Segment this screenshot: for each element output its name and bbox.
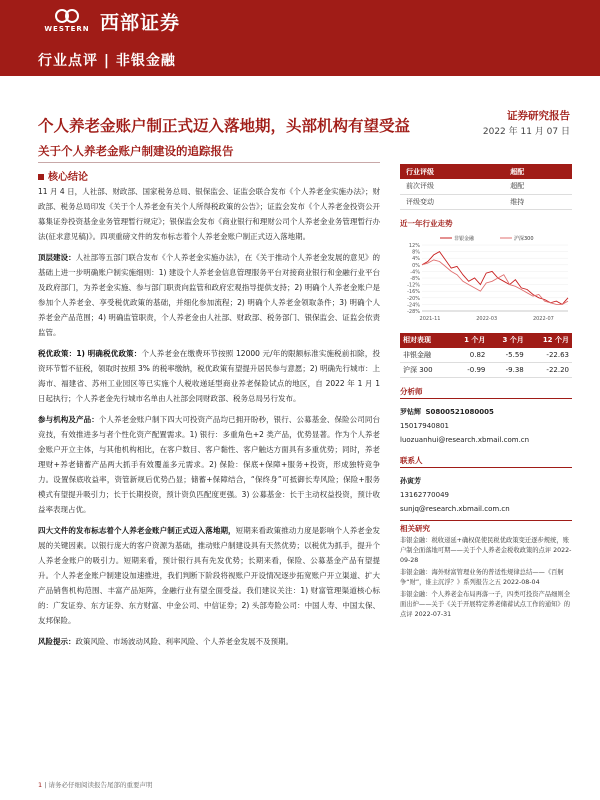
related-item[interactable]: 非银金融：税收递延+确权促使民税优政策变迁逐步规统，账户制全面落地可期——关于个人养老金税收政策的点评 2022-09-28 xyxy=(400,537,572,564)
report-category: 行业点评 | 非银金融 xyxy=(38,53,176,69)
contact-email[interactable]: sunjq@research.xbmail.com.cn xyxy=(400,505,510,513)
perf-header-cell: 3 个月 xyxy=(488,333,526,348)
perf-cell: -22.63 xyxy=(527,348,572,363)
body-paragraph xyxy=(38,346,380,406)
y-tick-label: 8% xyxy=(412,249,420,256)
perf-header-cell: 1 个月 xyxy=(450,333,488,348)
analyst-email[interactable]: luozuanhui@research.xbmail.com.cn xyxy=(400,436,530,444)
perf-header-cell: 相对表现 xyxy=(400,333,450,348)
paragraph-lead: 风险提示： xyxy=(38,637,76,646)
rating-cell: 前次评级 xyxy=(400,179,504,194)
perf-cell: 0.82 xyxy=(450,348,488,363)
y-tick-label: 12% xyxy=(408,242,420,249)
bullet-square-icon xyxy=(38,174,44,180)
paragraph-text: 个人养老金账户制下四大可投资产品均已拥开盼秒，银行、公募基金、保险公司同台竞技，有效推进多与者个性化资产配置需求。1) 银行：多重角色+2 类产品，优势显著。作为个人养老金账户开立主体，与其他机构相比，在客户数目、客户黏性、客户触达方面具有多重优势；同时，养老理财+养老储蓄产品两大抓手有效覆盖多元需求。2) 保险：保底+保障+服务+投资，形成独特竞争力。设置保底收益率，资管新规后优势凸显；储蓄+保障结合，“保终身”可抵御长寿风险；保险+服务模式有望提升吸引力；长于长期投资，预计资负匹配度更强。3) 公募基金：长于主动权益投资，预计收益率表现占优。 xyxy=(38,415,381,514)
analyst-name: 罗钻辉 xyxy=(400,408,421,416)
body-paragraph xyxy=(38,184,380,244)
rating-row xyxy=(400,194,572,209)
perf-header-row xyxy=(400,333,572,348)
analyst-heading: 分析师 xyxy=(400,386,572,399)
rating-table xyxy=(400,164,572,210)
title-divider xyxy=(38,162,380,163)
y-tick-label: -28% xyxy=(407,308,420,315)
perf-cell: -9.38 xyxy=(488,363,526,378)
related-item[interactable]: 非银金融：海外财富管理业务的普适性规律总结——《百舸争“财”，谁主沉浮？》系列报告之五 2022-08-04 xyxy=(400,569,564,586)
rating-cell: 超配 xyxy=(504,179,572,194)
y-tick-label: -8% xyxy=(410,275,420,282)
related-item[interactable]: 非银金融：个人养老金布局再落一子，四类可投资产品细则全面出炉——关于《关于开展特定养老储蓄试点工作的通知》的点评 2022-07-31 xyxy=(400,591,571,618)
analyst-cert: S0800521080005 xyxy=(425,408,494,416)
y-tick-label: -24% xyxy=(407,301,420,308)
paragraph-lead: 四大文件的发布标志着个人养老金账户制正式迈入落地期， xyxy=(38,526,236,535)
body-paragraph xyxy=(38,634,380,649)
paragraph-lead: 顶层建设： xyxy=(38,253,76,262)
trend-chart-svg xyxy=(400,233,572,325)
report-date: 2022 年 11 月 07 日 xyxy=(482,127,570,137)
rating-header-row xyxy=(400,164,572,179)
legend-label: 沪深300 xyxy=(514,235,534,242)
paragraph-lead: 参与机构及产品： xyxy=(38,415,99,424)
rating-cell: 维持 xyxy=(504,194,572,209)
page-footer: 1 | 请务必仔细阅读报告尾部的重要声明 xyxy=(38,781,153,789)
report-subtitle: 关于个人养老金账户制建设的追踪报告 xyxy=(38,144,234,158)
y-tick-label: -20% xyxy=(407,295,420,302)
y-tick-label: -4% xyxy=(410,268,420,275)
perf-cell: -0.99 xyxy=(450,363,488,378)
perf-cell: 非银金融 xyxy=(400,348,450,363)
perf-row xyxy=(400,348,572,363)
perf-cell: -5.59 xyxy=(488,348,526,363)
paragraph-text: 短期来看政策推动力度是影响个人养老金发展的关键因素。以银行庞大的客户资源为基础，推动账户制建设具有天然优势；以税优为抓手，提升个人养老金账户的吸引力。短期来看，预计银行具有先发优势；长期来看，保险、公募基金产品有望提升。个人养老金账户制建设加速推进，我们判断下阶段将视账户开设情况逐步拓宽账户开立渠道、扩大产品销售机构范围、丰富产品矩阵，金融行业有望全面受益。我们建议关注：1) 财富管理渠道核心标的：广发证券、东方证券、东方财富、中金公司、中信证券；2) 头部寿险公司：中国人寿、中国太保、友邦保险。 xyxy=(38,526,381,625)
doc-type: 证券研究报告 xyxy=(507,110,570,122)
analyst-phone: 15017940801 xyxy=(400,422,449,430)
body-paragraph xyxy=(38,412,380,517)
contact-name: 孙寅芳 xyxy=(400,477,421,485)
footer-disclaimer: 请务必仔细阅读报告尾部的重要声明 xyxy=(48,781,153,789)
page-number: 1 xyxy=(38,781,43,789)
x-tick-label: 2021-11 xyxy=(419,315,441,322)
core-label: 核心结论 xyxy=(48,172,88,183)
core-conclusion-heading xyxy=(38,168,88,183)
rating-cell: 评级变动 xyxy=(400,194,504,209)
contact-heading: 联系人 xyxy=(400,455,572,468)
rating-label: 行业评级 xyxy=(400,164,504,179)
paragraph-text: 政策风险、市场波动风险、利率风险、个人养老金发展不及预期。 xyxy=(75,637,293,646)
sidebar xyxy=(400,164,572,620)
paragraph-lead: 税优政策：1) 明确税优政策： xyxy=(38,349,142,358)
paragraph-text: 个人养老金在缴费环节按照 12000 元/年的限额标准实施税前扣除，投资环节暂不征税，领取时按照 3% 的税率缴纳，税优政策有望提升居民参与意愿；2) 明确先行城市：上海市、福建省、苏州工业园区等已实施个人税收递延型商业养老保险试点的地区，自 2022 年 1 月 1 日起执行；个人养老金先行城市名单由人社部会同财政部、税务总局另行发布。 xyxy=(38,349,380,403)
rating-value: 超配 xyxy=(504,164,572,179)
perf-cell: -22.20 xyxy=(527,363,572,378)
y-tick-label: 4% xyxy=(412,255,420,262)
report-header xyxy=(0,0,600,76)
perf-row xyxy=(400,363,572,378)
rating-row xyxy=(400,179,572,194)
analyst-card xyxy=(400,405,572,447)
contact-card xyxy=(400,474,572,516)
paragraph-text: 人社部等五部门联合发布《个人养老金实施办法》，在《关于推动个人养老金发展的意见》的基础上进一步明确账户制实施细则：1) 建设个人养老金信息管理服务平台对接商业银行和金融行业平台及政府部门，为养老金实施、参与部门职责向监管和政府宏观指导提供支持；2) 明确个人养老金账户是参加个人养老金、享受税优政策的基础，并细化参加流程；2) 明确个人养老金领取条件；3) 明确个人养老金产品范围；4) 明确监管职责，个人养老金由人社部、财政部、税务部门、银保监会、证监会依责监管。 xyxy=(38,253,381,337)
perf-header-cell: 12 个月 xyxy=(527,333,572,348)
report-title: 个人养老金账户制正式迈入落地期，头部机构有望受益 xyxy=(38,116,411,135)
related-research xyxy=(400,520,572,620)
y-tick-label: -16% xyxy=(407,288,420,295)
legend-label: 非银金融 xyxy=(454,235,475,242)
perf-cell: 沪深 300 xyxy=(400,363,450,378)
related-heading: 相关研究 xyxy=(400,524,430,533)
company-logo xyxy=(38,8,96,34)
report-body xyxy=(38,184,380,655)
x-tick-label: 2022-03 xyxy=(476,315,498,322)
x-tick-label: 2022-07 xyxy=(532,315,554,322)
body-paragraph xyxy=(38,250,380,340)
logo-text: WESTERN xyxy=(44,25,90,33)
logo-mark-icon xyxy=(52,8,82,24)
body-paragraph xyxy=(38,523,380,628)
brand-name: 西部证券 xyxy=(100,12,181,34)
performance-table xyxy=(400,333,572,379)
contact-phone: 13162770049 xyxy=(400,491,449,499)
paragraph-text: 11 月 4 日，人社部、财政部、国家税务总局、银保监会、证监会联合发布《个人养老金实施办法》；财政部、税务总局印发《关于个人养老金有关个人所得税政策的公告》；证监会发布《个人养老金投资公开募集证券投资基金业务管理暂行规定》；银保监会发布《商业银行和理财公司个人养老金业务管理暂行办法(征求意见稿)》。四项重磅文件的发布标志着个人养老金账户制正式迈入落地期。 xyxy=(38,187,380,241)
y-tick-label: -12% xyxy=(407,282,420,289)
trend-chart-title: 近一年行业走势 xyxy=(400,218,453,228)
trend-chart xyxy=(400,233,572,325)
y-tick-label: 0% xyxy=(412,262,420,269)
